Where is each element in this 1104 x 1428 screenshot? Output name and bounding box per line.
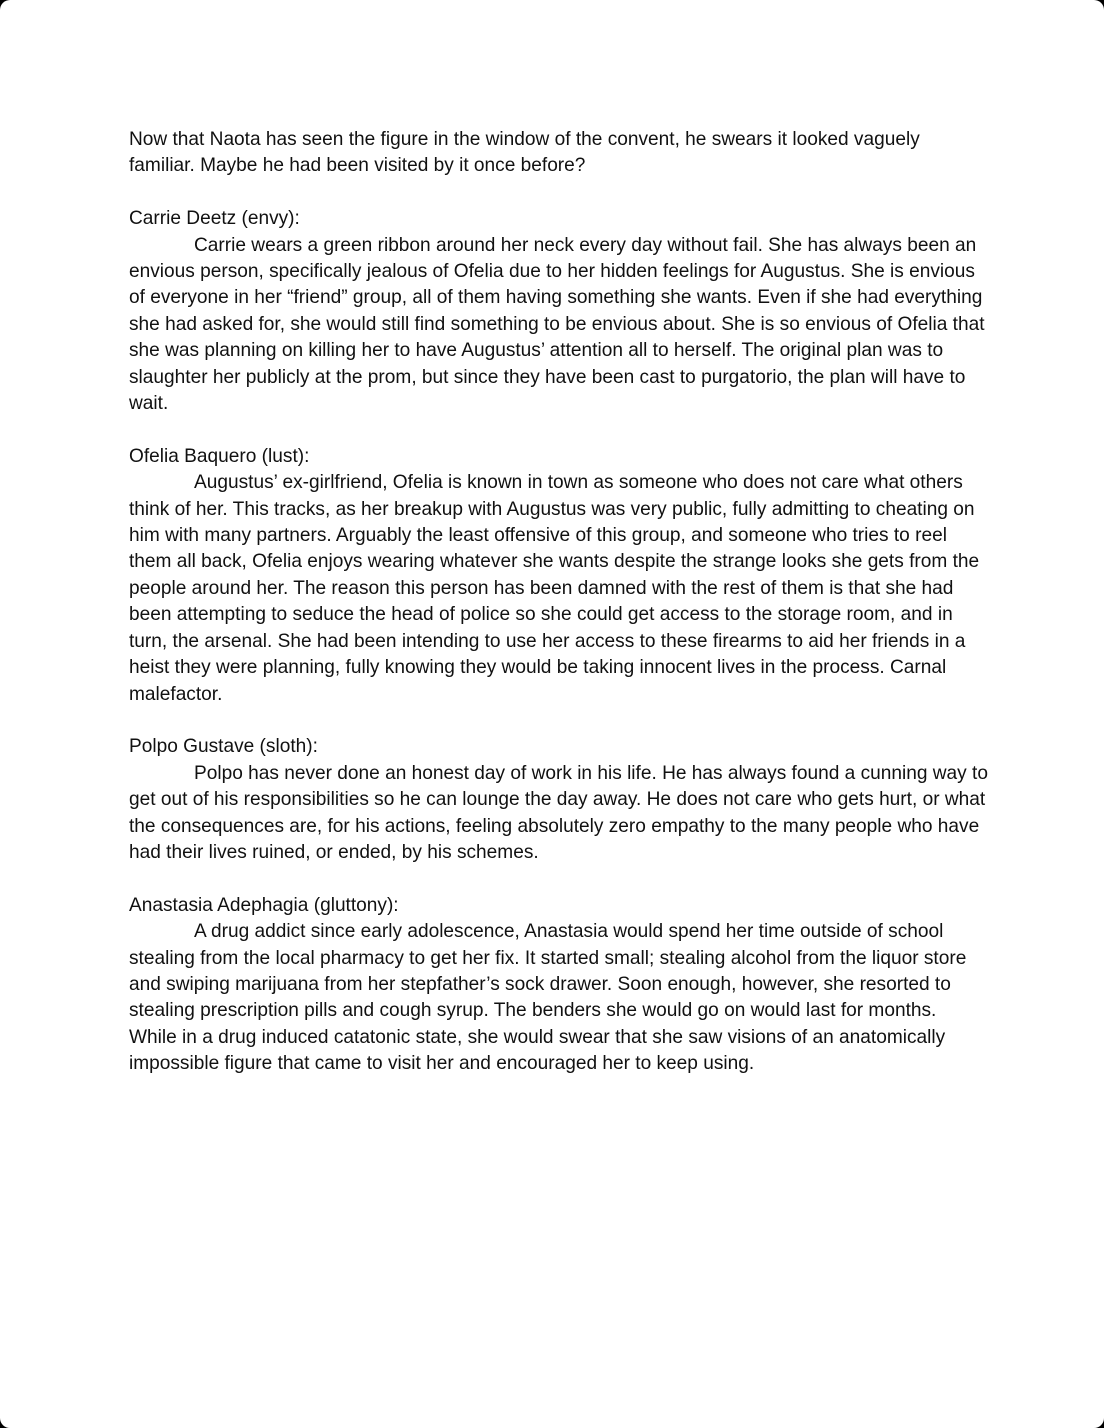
- section-paragraph: Polpo has never done an honest day of work in his life. He has always found a cunning way to get out of his responsibilities so he can lounge the day away. He does not care who gets hurt, or what the consequences are, for his actions, feeling absolutely zero empathy to the many people who have had their lives ruined, or ended, by his schemes.: [129, 762, 988, 863]
- intro-paragraph: Now that Naota has seen the figure in the window of the convent, he swears it looked vaguely familiar. Maybe he had been visited by it once before?: [129, 129, 920, 177]
- section-paragraph: A drug addict since early adolescence, Anastasia would spend her time outside of school stealing from the local pharmacy to get her fix. It started small; stealing alcohol from the liquor store and swiping marijuana from her stepfather’s sock drawer. Soon enough, however, she resorted to stealing prescription pills and cough syrup. The benders she would go on would last for months. While in a drug induced catatonic state, she would swear that she saw visions of an anatomically impossible figure that came to visit her and encouraged her to keep using.: [129, 921, 967, 1075]
- character-section-anastasia: [129, 893, 989, 1078]
- section-heading: Ofelia Baquero (lust):: [129, 445, 310, 467]
- section-paragraph: Augustus’ ex-girlfriend, Ofelia is known in town as someone who does not care what others think of her. This tracks, as her breakup with Augustus was very public, fully admitting to cheating on him with many partners. Arguably the least offensive of this group, and someone who tries to reel them all back, Ofelia enjoys wearing whatever she wants despite the strange looks she gets from the people around her. The reason this person has been damned with the rest of them is that she had been attempting to seduce the head of police so she could get access to the storage room, and in turn, the arsenal. She had been intending to use her access to these firearms to aid her friends in a heist they were planning, fully knowing they would be taking innocent lives in the process. Carnal malefactor.: [129, 472, 980, 705]
- section-heading: Anastasia Adephagia (gluttony):: [129, 894, 399, 916]
- section-paragraph: Carrie wears a green ribbon around her neck every day without fail. She has always been an envious person, specifically jealous of Ofelia due to her hidden feelings for Augustus. She is envious of everyone in her “friend” group, all of them having something she wants. Even if she had everything she had asked for, she would still find something to be envious about. She is so envious of Ofelia that she was planning on killing her to have Augustus’ attention all to herself. The original plan was to slaughter her publicly at the prom, but since they have been cast to purgatorio, the plan will have to wait.: [129, 234, 985, 415]
- section-heading: Carrie Deetz (envy):: [129, 208, 300, 230]
- character-section-carrie: [129, 206, 989, 417]
- section-heading: Polpo Gustave (sloth):: [129, 736, 318, 758]
- character-section-polpo: [129, 734, 989, 866]
- document-body: [129, 127, 989, 1104]
- character-section-ofelia: [129, 444, 989, 708]
